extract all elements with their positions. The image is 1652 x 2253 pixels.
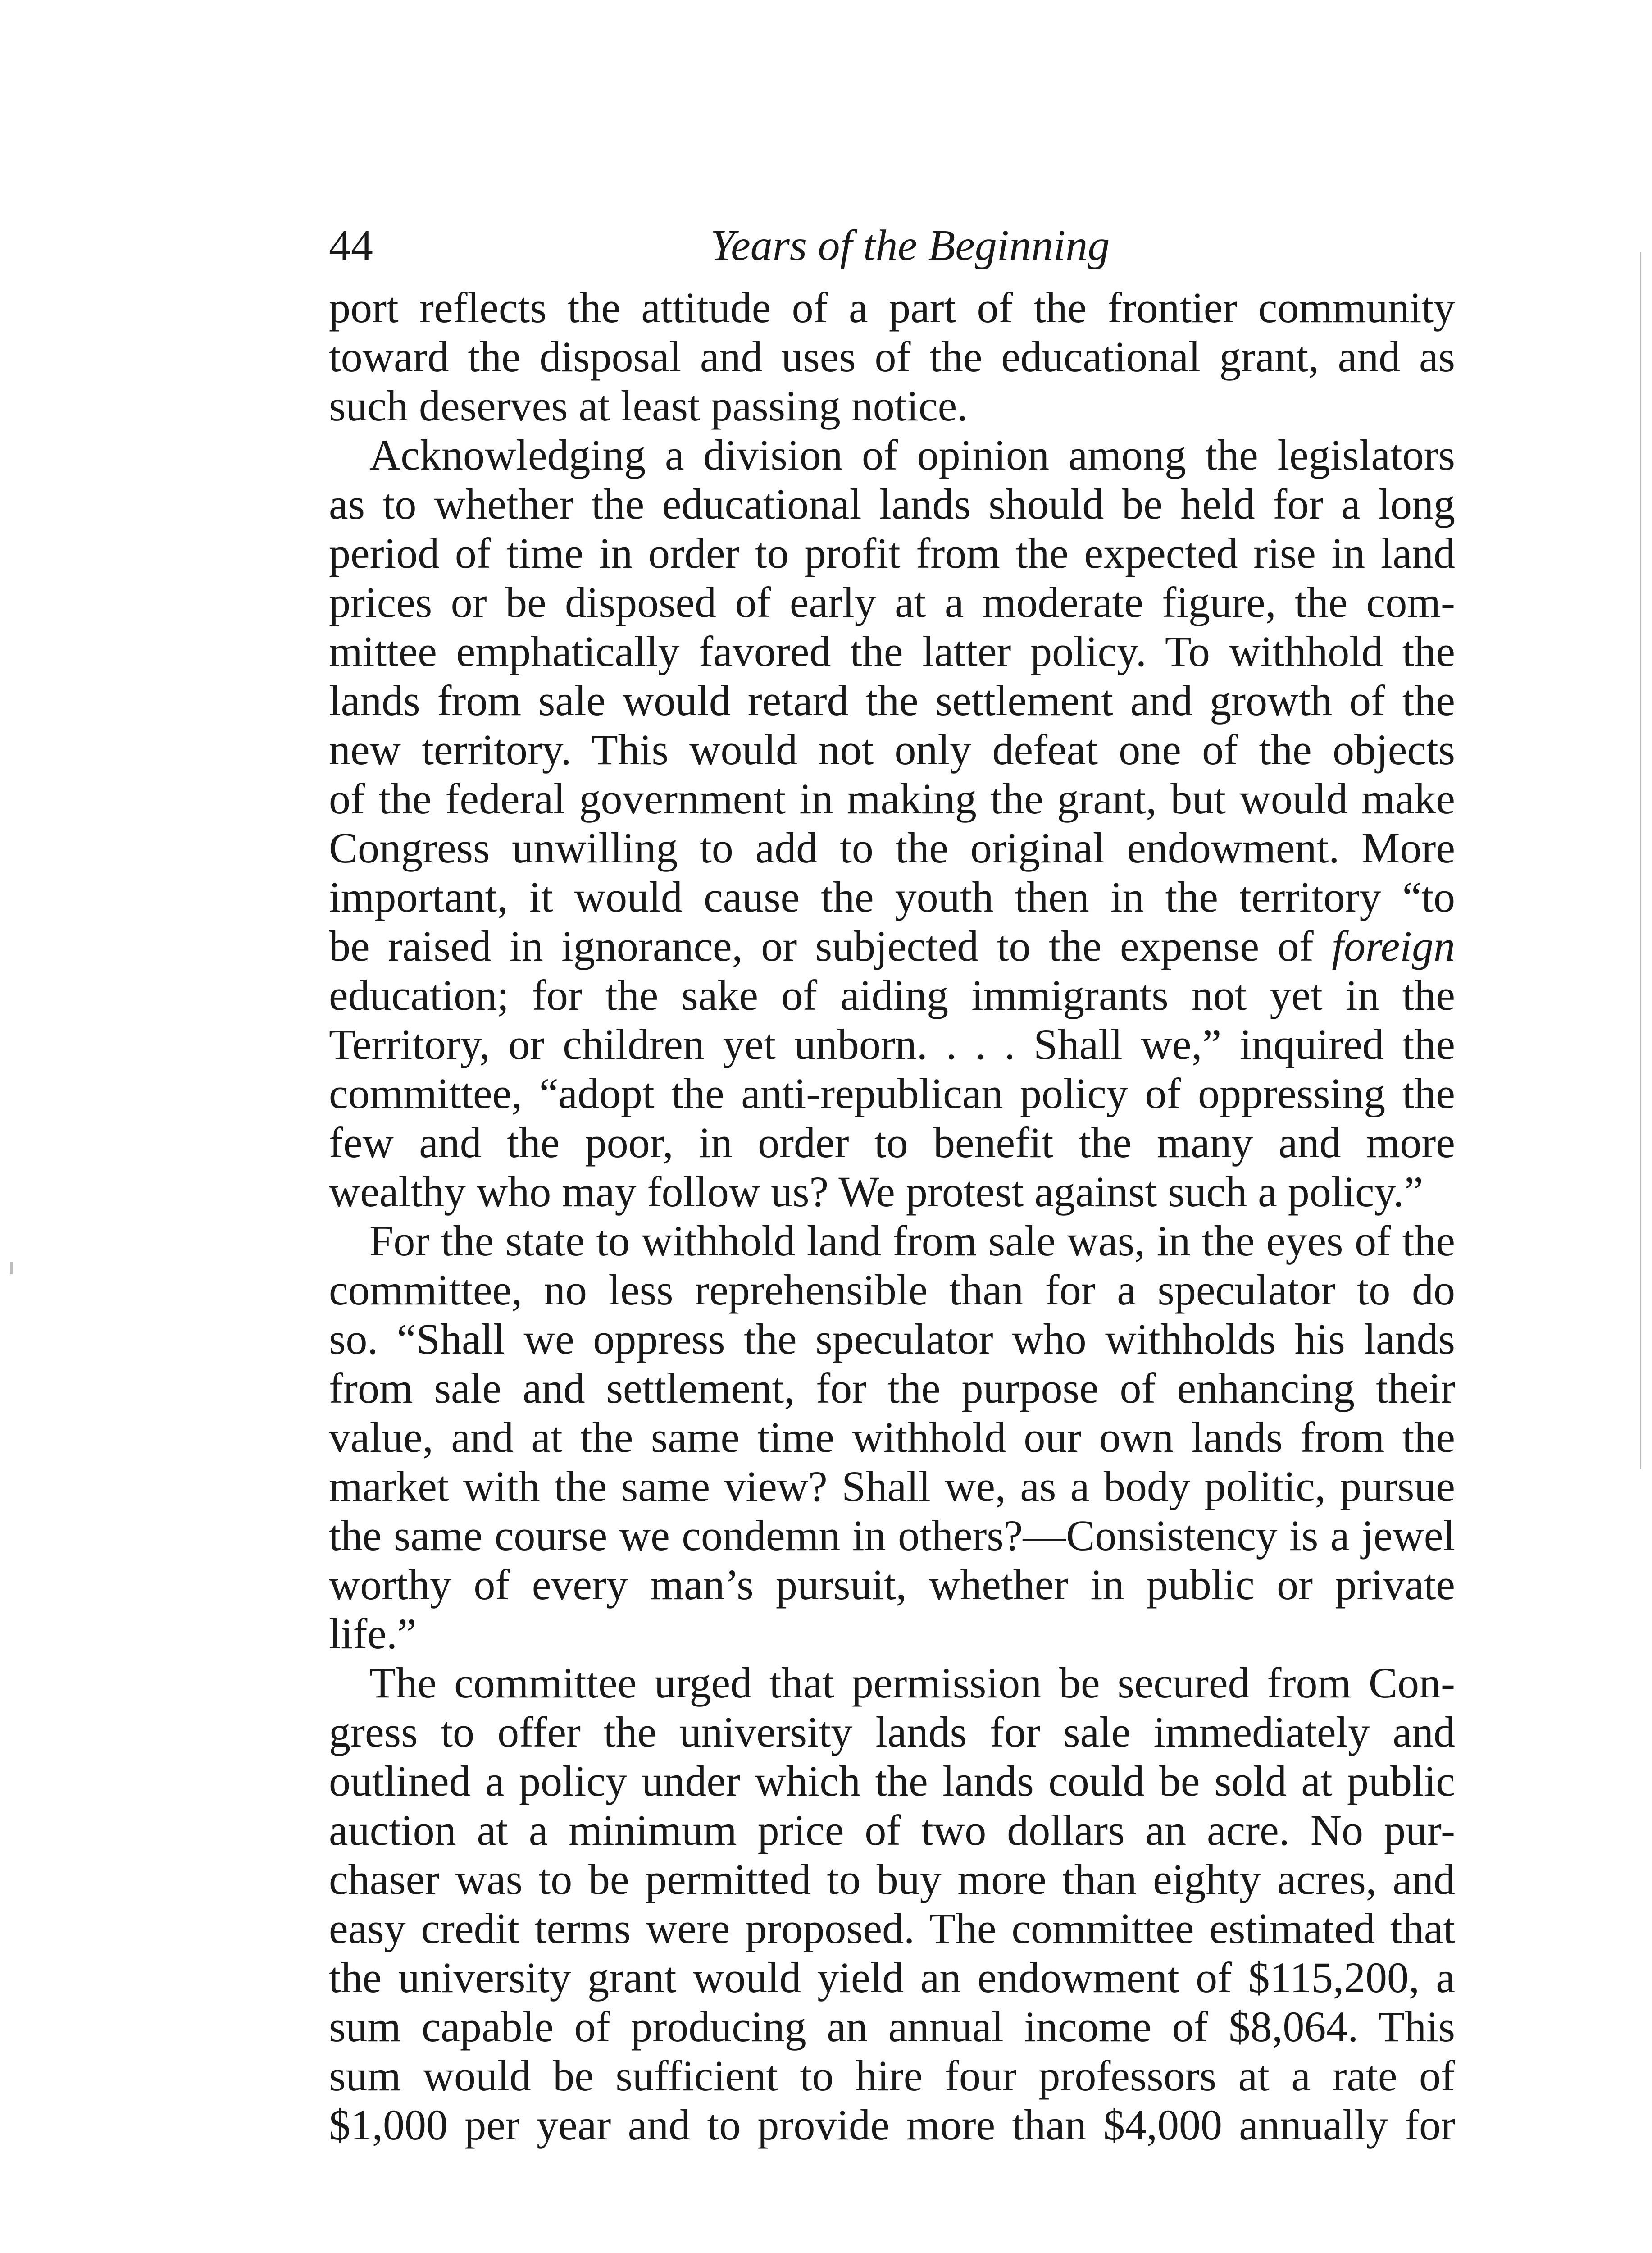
text-line: worthy of every man’s pursuit, whether in public or private bbox=[329, 1560, 1455, 1609]
body-text bbox=[329, 283, 1455, 2149]
text-line: auction at a minimum price of two dollars an acre. No pur- bbox=[329, 1806, 1455, 1854]
text-line: new territory. This would not only defeat one of the objects bbox=[329, 725, 1455, 774]
italic-word: foreign bbox=[1332, 922, 1456, 970]
text-line: of the federal government in making the grant, but would make bbox=[329, 775, 1455, 823]
text-line: life.” bbox=[329, 1610, 417, 1658]
text-line: Congress unwilling to add to the original endowment. More bbox=[329, 824, 1455, 872]
text-line: few and the poor, in order to benefit the many and more bbox=[329, 1118, 1455, 1167]
text-line: so. “Shall we oppress the speculator who withholds his lands bbox=[329, 1315, 1455, 1363]
page-number: 44 bbox=[329, 221, 373, 270]
paragraph-1 bbox=[329, 283, 1455, 430]
text-line: sum capable of producing an annual income of $8,064. This bbox=[329, 2002, 1455, 2051]
text-line: easy credit terms were proposed. The committee estimated that bbox=[329, 1904, 1455, 1952]
text-line: prices or be disposed of early at a moderate figure, the com- bbox=[329, 578, 1455, 626]
paragraph-2 bbox=[329, 430, 1455, 1216]
text-line: committee, no less reprehensible than for a speculator to do bbox=[329, 1266, 1455, 1314]
text-line: as to whether the educational lands should be held for a long bbox=[329, 480, 1455, 528]
text-line: Acknowledging a division of opinion among the legislators bbox=[369, 431, 1455, 479]
text-line: the university grant would yield an endowment of $115,200, a bbox=[329, 1953, 1455, 2002]
text-line: outlined a policy under which the lands could be sold at public bbox=[329, 1757, 1455, 1805]
text-line: committee, “adopt the anti-republican policy of oppressing the bbox=[329, 1069, 1455, 1117]
book-page bbox=[329, 212, 1455, 2149]
text-line: Territory, or children yet unborn. . . . Shall we,” inquired the bbox=[329, 1020, 1455, 1068]
text-line: port reflects the attitude of a part of the frontier community bbox=[329, 283, 1455, 332]
text-line: gress to offer the university lands for sale immediately and bbox=[329, 1708, 1455, 1756]
text-line: education; for the sake of aiding immigrants not yet in the bbox=[329, 971, 1455, 1019]
text-segment: be raised in ignorance, or subjected to the expense of bbox=[329, 922, 1314, 970]
text-line: The committee urged that permission be secured from Con- bbox=[369, 1659, 1455, 1707]
text-line-with-italic bbox=[329, 921, 1455, 971]
text-line: such deserves at least passing notice. bbox=[329, 382, 968, 430]
text-line: market with the same view? Shall we, as a body politic, pursue bbox=[329, 1462, 1455, 1510]
paragraph-4 bbox=[329, 1658, 1455, 2149]
text-line: For the state to withhold land from sale was, in the eyes of the bbox=[369, 1217, 1455, 1265]
text-line: sum would be sufficient to hire four professors at a rate of bbox=[329, 2052, 1455, 2100]
text-line: chaser was to be permitted to buy more than eighty acres, and bbox=[329, 1855, 1455, 1903]
scan-edge-mark bbox=[1640, 252, 1641, 1469]
text-line: important, it would cause the youth then in the territory “to bbox=[329, 873, 1455, 921]
scan-speck bbox=[10, 1262, 13, 1274]
text-line: lands from sale would retard the settlement and growth of the bbox=[329, 676, 1455, 725]
running-head bbox=[329, 212, 1455, 279]
text-line: the same course we condemn in others?—Consistency is a jewel bbox=[329, 1511, 1455, 1560]
text-line: period of time in order to profit from the expected rise in land bbox=[329, 529, 1455, 577]
text-line: $1,000 per year and to provide more than $4,000 annually for bbox=[329, 2101, 1455, 2149]
running-title: Years of the Beginning bbox=[710, 221, 1110, 270]
text-line: from sale and settlement, for the purpose of enhancing their bbox=[329, 1364, 1455, 1412]
text-line: mittee emphatically favored the latter policy. To withhold the bbox=[329, 627, 1455, 675]
text-line: toward the disposal and uses of the educational grant, and as bbox=[329, 333, 1455, 381]
text-line: wealthy who may follow us? We protest against such a policy.” bbox=[329, 1168, 1424, 1216]
text-line: value, and at the same time withhold our own lands from the bbox=[329, 1413, 1455, 1461]
paragraph-3 bbox=[329, 1216, 1455, 1658]
